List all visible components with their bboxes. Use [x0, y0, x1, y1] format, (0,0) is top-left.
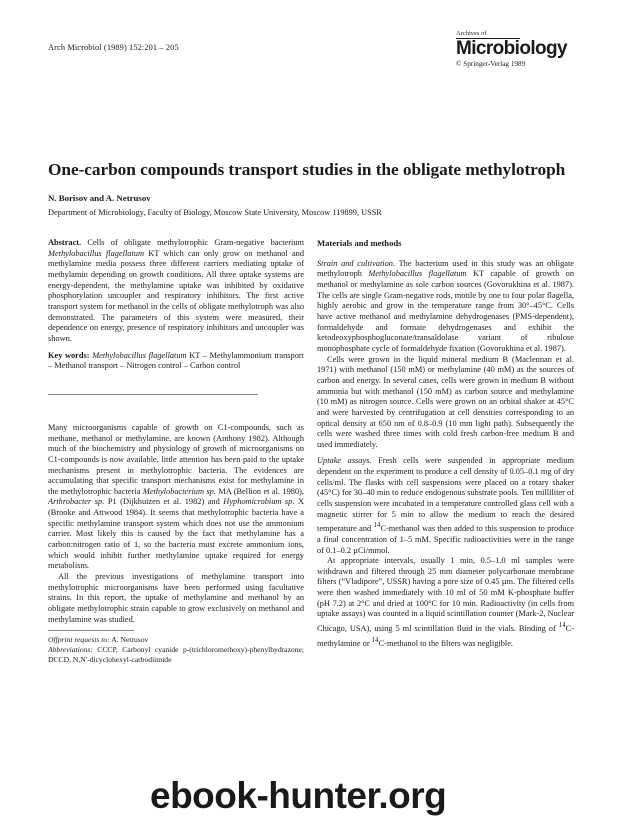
offprint-note: [48, 635, 304, 645]
watermark: ebook-hunter.org: [150, 775, 447, 816]
intro-text: P1 (Dijkhuizen et al. 1982) and: [104, 497, 224, 507]
publisher-copyright: © Springer-Verlag 1989: [456, 60, 526, 68]
keywords-label: Key words:: [48, 350, 90, 360]
abbreviations-label: Abbreviations:: [48, 644, 93, 654]
species-name: Methylobacterium sp.: [142, 486, 216, 496]
methods-text: KT capable of growth on methanol or methylamine as sole carbon sources (Govorukhina et al. 1987). The cells are single Gram-negative rods, motile by one to four polar flagella, highly aerobic and grow in the temperature range from 30°–45°C. Cells have active methanol and methylamine dehydrogenases (PMS-dependent), formaldehyde and formate dehydrogenases and exhibit the ketodeoxyphosphogluconate/transaldolase variant of ribulose monophosphate cycle of formaldehyde fixation (Govorukhina et al. 1987).: [317, 269, 575, 353]
right-column: [317, 238, 574, 649]
intro-text: Many microorganisms capable of growth on C1-compounds, such as methane, methanol or methylamine, are known (Anthony 1982). Although much of the biochemistry and physiology of growth of microorganisms on C1-compounds is now available, little attention has been paid to the uptake mechanisms present in methylotrophic bacteria. The evidences are accumulating that specific transport mechanisms exist for methylamine in the methylotrophic bacteria: [48, 422, 304, 496]
subsection-label: Strain and cultivation.: [317, 258, 396, 268]
species-name: Methylobacillus flagellatum: [92, 350, 187, 360]
abbreviations-text: CCCP, Carbonyl cyanide p-(trichloromethoxy)-phenylhydrazone; DCCD, N,N'-dicyclohexyl-carbodiimide: [48, 644, 304, 664]
species-name: Hyphomicrobium sp.: [223, 497, 295, 507]
abstract-text: KT which can only grow on methanol and methylamine media possess three different carriers mediating uptake of methylamin depending on growth conditions. All three uptake systems are energy-dependent, the methylamine uptake was inhibited by oxidative phosphorylation uncoupler and respiratory inhibitors. The first active transport system for methanol in the cells of obligate methylotroph was also demonstrated. The parameters of this system were measured, their dependence on energy, presence of respiratory inhibitors and uncoupler was shown.: [48, 248, 304, 343]
abstract: [48, 238, 304, 345]
methods-text: C-methanol was then added to this suspension to produce a final concentration of 1–5 mM. Specific radioactivities were in the range of 0.1–0.2 µCi/mmol.: [317, 524, 575, 555]
offprint-label: Offprint requests to:: [48, 635, 110, 645]
species-name: Methylobacillus flagellatum: [368, 269, 467, 279]
journal-archives-label: Archives of: [456, 30, 520, 39]
left-column: [48, 238, 304, 664]
methods-text: At appropriate intervals, usually 1 min, 0.5–1.0 ml samples were withdrawn and filtered through 25 mm diameter polycarbonate membrane filters (“Vladipore”, USSR) having a pore size of 0.45 µm. The filtered cells were then washed immediately with 10 ml of 50 mM K-phosphate buffer (pH 7.2) at 2°C and dried at 100°C for 10 min. Radioactivity (in cells from uptake assays) was counted in a liquid scintillation counter (Mark-2, Nuclear Chicago, USA), using 5 ml scintillation fluid in the vials. Binding of: [317, 556, 574, 633]
isotope-superscript: 14: [371, 635, 379, 644]
methods-paragraph: [317, 259, 574, 355]
abbreviations-note: [48, 645, 304, 664]
subsection-label: Uptake assays.: [317, 456, 372, 466]
abstract-label: Abstract.: [48, 238, 82, 247]
journal-masthead: [456, 30, 571, 68]
article-title: One-carbon compounds transport studies in the obligate methylotroph: [48, 160, 566, 179]
section-heading: Materials and methods: [317, 238, 402, 248]
article-authors: N. Borisov and A. Netrusov: [48, 193, 151, 203]
intro-text: MA (Bellion et al. 1980),: [215, 486, 304, 496]
methods-text: Fresh cells were suspended in appropriate medium dependent on the experiment to produce a cell density of 0.05–0.1 mg of dry cells/ml. The flasks with cell suspensions were placed on a rotary shaker (45°C) for 30–40 min to reduce endogenous substrate pools. Ten milliliter of cells suspension were incubated in a temperature controlled glass cell with a magnetic stirrer for 5 min to allow the medium to reach the desired temperature and: [317, 456, 575, 534]
isotope-superscript: 14: [373, 521, 381, 530]
intro-text: X (Brooke and Attwood 1984). It seems that methylotrophic bacteria have a specific methylamine transport system which does not use the ammonium carrier. Most likely this is caused by the fact that methylamine has a carbon:nitrogen ratio of 1, so the bacteria must excrete ammonium ions, which would inhibit further methylamine uptake required for energy metabolism.: [48, 497, 304, 571]
section-divider: [48, 394, 258, 395]
methods-paragraph: Cells were grown in the liquid mineral medium B (Maclennan et al. 1971) with methanol (150 mM) or methylamine (40 mM) as the sources of carbon and energy. In several cases, cells were grown in medium B without ammonia but with methanol (150 mM) as carbon source and methylamine (10 mM) as nitrogen source. Cells were grown on an orbital shaker at 45°C and were harvested by centrifugation at cell densities corresponding to an optical density at 650 nm of 0.8–0.9 (10 mm light path). Subsequently the cells were washed three times with cold fresh carbon-free medium B and used immediately.: [317, 354, 574, 449]
methods-paragraph: [317, 456, 574, 556]
journal-citation: Arch Microbiol (1989) 152:201 – 205: [48, 43, 179, 52]
footnote-divider: [48, 630, 134, 631]
author-affiliation: Department of Microbiology, Faculty of Biology, Moscow State University, Moscow 119899, USSR: [48, 208, 382, 217]
methods-text: The bacterium used in this study was an obligate methylotroph: [317, 258, 574, 279]
abstract-text: Cells of obligate methylotrophic Gram-negative bacterium: [81, 238, 304, 247]
methods-text: C-methylamine or: [317, 623, 574, 648]
intro-paragraph: All the previous investigations of methylamine transport into methylotrophic microorganisms have been performed using facultative strains. In this report, the uptake of methylamine and methanol by an obligate methylotrophic strain capable to grow exclusively on methanol and methylamine was studied.: [48, 572, 304, 624]
species-name: Methylobacillus flagellatum: [48, 248, 144, 258]
isotope-superscript: 14: [558, 621, 566, 630]
offprint-name: A. Netrusov: [109, 635, 149, 645]
keywords-text: KT – Methylammonium transport – Methanol transport – Nitrogen control – Carbon control: [48, 350, 304, 371]
methods-paragraph: [317, 556, 574, 649]
species-name: Arthrobacter sp.: [48, 497, 105, 507]
intro-paragraph: [48, 423, 304, 572]
methods-text: C-methanol to the filters was negligible.: [378, 638, 514, 648]
journal-logo: Microbiology: [456, 38, 568, 59]
keywords: [48, 351, 304, 372]
